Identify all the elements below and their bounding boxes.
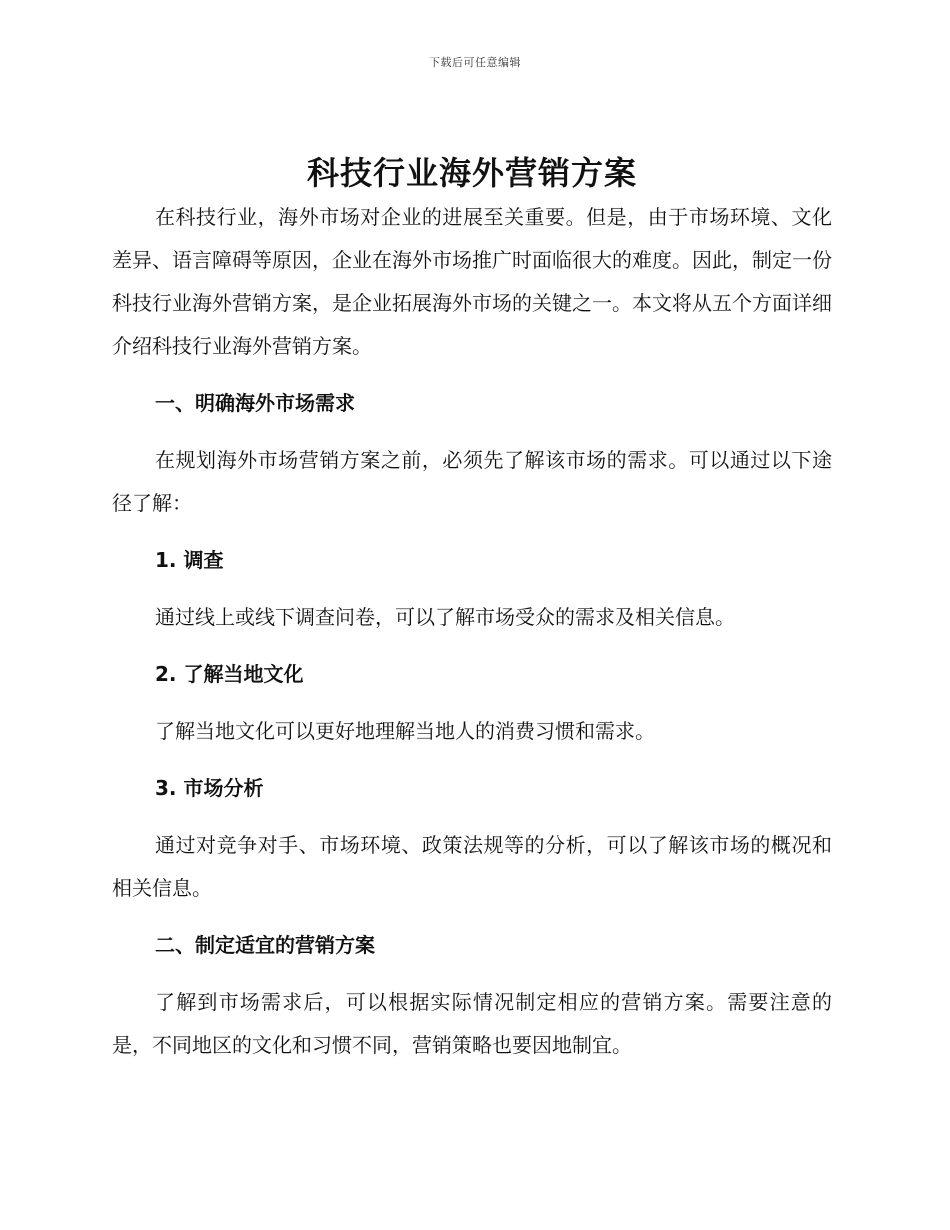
document-body <box>112 150 832 1067</box>
subsection-1-paragraph: 通过线上或线下调查问卷，可以了解市场受众的需求及相关信息。 <box>155 605 735 629</box>
header-note: 下载后可任意编辑 <box>429 56 521 69</box>
document-title: 科技行业海外营销方案 <box>306 154 637 192</box>
section-1-paragraph: 在规划海外市场营销方案之前，必须先了解该市场的需求。可以通过以下途径了解： <box>112 448 832 515</box>
section-2-paragraph: 了解到市场需求后，可以根据实际情况制定相应的营销方案。需要注意的是，不同地区的文化和习惯不同，营销策略也要因地制宜。 <box>112 990 832 1057</box>
subsection-1-heading: 1. 调查 <box>155 548 224 572</box>
subsection-2-heading: 2. 了解当地文化 <box>155 662 304 686</box>
intro-paragraph: 在科技行业，海外市场对企业的进展至关重要。但是，由于市场环境、文化差异、语言障碍等原因，企业在海外市场推广时面临很大的难度。因此，制定一份科技行业海外营销方案，是企业拓展海外市场的关键之一。本文将从五个方面详细介绍科技行业海外营销方案。 <box>112 205 832 358</box>
section-1-heading: 一、明确海外市场需求 <box>155 391 355 415</box>
subsection-3-heading: 3. 市场分析 <box>155 776 264 800</box>
subsection-3-paragraph: 通过对竞争对手、市场环境、政策法规等的分析，可以了解该市场的概况和相关信息。 <box>112 833 832 900</box>
section-2-heading: 二、制定适宜的营销方案 <box>155 933 375 957</box>
subsection-2-paragraph: 了解当地文化可以更好地理解当地人的消费习惯和需求。 <box>155 719 655 743</box>
